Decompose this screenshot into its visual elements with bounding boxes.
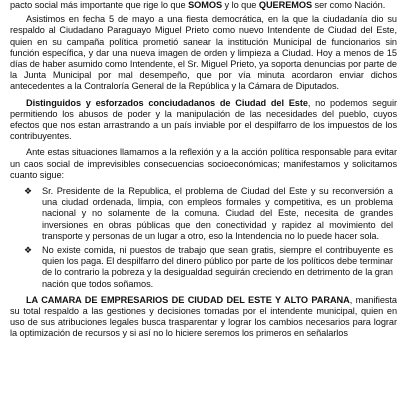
citizens-heading: Distinguidos y esforzados conciudadanos de Ciudad del Este [26, 97, 308, 108]
bullet-text: No existe comida, ni puestos de trabajo que sean gratis, siempre el contribuyente es quien los paga. El despilfarro del dinero público por parte de los políticos debe terminar de lo contrario la pobreza y la desigualdad seguirán creciendo en detrimento de la gran nación que todos soñamos. [42, 245, 393, 289]
opening-middle: y lo que [222, 0, 259, 10]
chamber-text: , manifiesta su total respaldo a las gestiones y decisiones tomadas por el intendente municipal, quien en uso de sus atribuciones legales busca trasparentar y lograr los cambios necesarios para lograr la optimización de recursos y si así no lo hiciere seremos los primeros en señalarlos [10, 294, 397, 339]
diamond-bullet-icon: ❖ [24, 245, 33, 256]
opening-queremos: QUEREMOS [258, 0, 313, 10]
chamber-heading: LA CAMARA DE EMPRESARIOS DE CIUDAD DEL ESTE Y ALTO PARANA [26, 294, 350, 305]
opening-line [10, 0, 397, 11]
paragraph-citizens [10, 98, 397, 143]
opening-suffix: ser como Nación. [312, 0, 386, 10]
paragraph-chamber [10, 295, 397, 340]
paragraph-reflection: Ante estas situaciones llamamos a la reflexión y a la acción política responsable para evitar un caos social de imprevisibles consecuencias socioeconómicas; manifestamos y solicitamos cuanto sigue: [10, 147, 397, 180]
opening-somos: SOMOS [188, 0, 223, 10]
list-item [10, 186, 397, 242]
opening-prefix: pacto social más importante que rige lo que [10, 0, 189, 10]
citizens-text: , no podemos seguir permitiendo los abusos de poder y la manipulación de las necesidades del pueblo, cuyos efectos que nos estan arrastrando a un país inviable por el despilfarro de los impuestos de los contribuyentes. [10, 97, 397, 142]
bullet-list [10, 186, 397, 290]
list-item [10, 245, 397, 290]
paragraph-elections: Asistimos en fecha 5 de mayo a una fiesta democrática, en la que la ciudadanía dio su respaldo al Ciudadano Paraguayo Miguel Prieto como nuevo Intendente de Ciudad del Este, quien en su campaña política prometió sanear la institución Municipal de funcionarios sin función específica, y dar una nueva imagen de orden y limpieza a Ciudad. Hoy a menos de 15 días de haber asumido como Intendente, el Sr. Miguel Prieto, ya soporta denuncias por parte de la Junta Municipal por mal desempeño, que por vía minuta acordaron enviar dichos antecedentes a la Contraloría General de la República y la Cámara de Diputados. [10, 14, 397, 92]
diamond-bullet-icon: ❖ [24, 186, 33, 197]
bullet-text: Sr. Presidente de la Republica, el problema de Ciudad del Este y su reconversión a una ciudad ordenada, limpia, con empleos formales y competitiva, es un problema nacional y no solamente de la comuna. Ciudad del Este, necesita de grandes inversiones en obras públicas que den conectividad y rapidez al movimiento del transporte y personas de un lugar a otro, eso la Intendencia no lo puede hacer sola. [42, 186, 393, 241]
